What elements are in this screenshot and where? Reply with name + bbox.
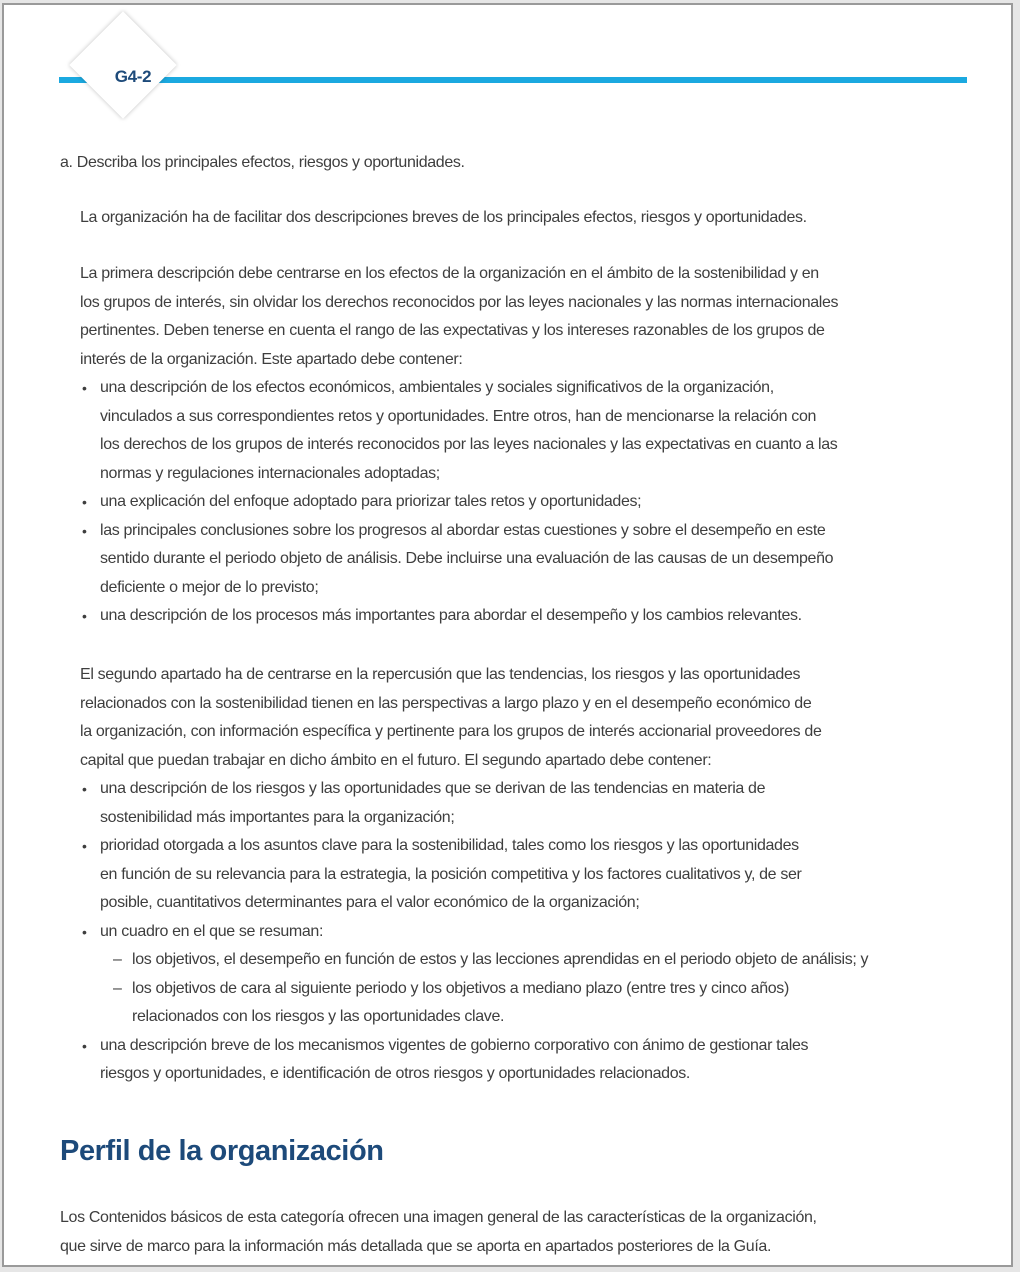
paragraph-line: la organización, con información específica y pertinente para los grupos de interés accionarial proveedores de [80, 723, 822, 740]
bullet-icon: • [82, 608, 87, 624]
list-item [80, 918, 868, 1032]
dash-icon: – [113, 951, 122, 968]
bullet-icon: • [82, 494, 87, 510]
section-intro [60, 1204, 817, 1261]
section-heading: Perfil de la organización [60, 1135, 384, 1167]
dash-icon: – [113, 979, 122, 997]
paragraph-line: El segundo apartado ha de centrarse en la repercusión que las tendencias, los riesgos y las oportunidades [80, 666, 801, 683]
requirement-lead: a. Describa los principales efectos, riesgos y oportunidades. [60, 154, 465, 171]
list-item-line: sentido durante el periodo objeto de análisis. Debe incluirse una evaluación de las causas de un desempeño [100, 550, 834, 567]
list-item-line: una descripción de los efectos económicos, ambientales y sociales significativos de la organización, [100, 379, 774, 396]
bullet-icon: • [82, 838, 87, 854]
indicator-code: G4-2 [114, 67, 152, 86]
list-item-line: en función de su relevancia para la estrategia, la posición competitiva y los factores cualitativos y, de ser [100, 865, 802, 883]
list-item-line: los derechos de los grupos de interés reconocidos por las leyes nacionales y las expectativas en cuanto a las [100, 436, 838, 453]
list-item [80, 488, 838, 517]
list-item [80, 832, 868, 918]
bullet-icon: • [82, 522, 87, 539]
bullet-icon: • [82, 1037, 87, 1054]
list-item-line: una descripción de los procesos más importantes para abordar el desempeño y los cambios relevantes. [100, 607, 802, 624]
list-item [80, 517, 838, 603]
bullet-list [80, 775, 868, 1089]
list-item-line: riesgos y oportunidades, e identificación de otros riesgos y oportunidades relacionados. [100, 1065, 691, 1082]
list-item-line: vinculados a sus correspondientes retos y oportunidades. Entre otros, han de mencionarse la relación con [100, 407, 817, 425]
list-item [80, 602, 838, 631]
list-item-line: deficiente o mejor de lo previsto; [100, 578, 319, 596]
list-item [80, 374, 838, 488]
list-item-line: las principales conclusiones sobre los progresos al abordar estas cuestiones y sobre el desempeño en este [100, 521, 826, 539]
second-description-section [80, 661, 868, 1089]
list-item-line: posible, cuantitativos determinantes para el valor económico de la organización; [100, 894, 640, 911]
bullet-icon: • [82, 380, 87, 396]
paragraph-line: los grupos de interés, sin olvidar los derechos reconocidos por las leyes nacionales y las normas internacionales [80, 293, 839, 311]
list-item-line: un cuadro en el que se resuman: [100, 922, 324, 940]
sub-list [100, 946, 868, 1032]
bullet-icon: • [82, 781, 87, 797]
first-description-section [80, 260, 838, 631]
paragraph-line: que sirve de marco para la información más detallada que se aporta en apartados posteriores de la Guía. [60, 1237, 772, 1255]
paragraph-line: interés de la organización. Este apartado debe contener: [80, 350, 463, 368]
bullet-icon: • [82, 923, 87, 940]
sub-list-item [100, 946, 868, 975]
document-page [2, 3, 1013, 1267]
list-item [80, 1032, 868, 1089]
bullet-list [80, 374, 838, 631]
sub-list-line: los objetivos de cara al siguiente periodo y los objetivos a mediano plazo (entre tres y cinco años) [132, 979, 789, 997]
list-item-line: sostenibilidad más importantes para la organización; [100, 808, 455, 826]
list-item-line: una explicación del enfoque adoptado para priorizar tales retos y oportunidades; [100, 493, 642, 510]
sub-list-item [100, 975, 868, 1032]
intro-paragraph: La organización ha de facilitar dos descripciones breves de los principales efectos, riesgos y oportunidades. [80, 209, 807, 226]
diamond-badge-icon [69, 11, 176, 118]
list-item-line: prioridad otorgada a los asuntos clave para la sostenibilidad, tales como los riesgos y las oportunidades [100, 837, 799, 854]
list-item-line: normas y regulaciones internacionales adoptadas; [100, 464, 440, 482]
section-rule [59, 77, 967, 83]
sub-list-line: los objetivos, el desempeño en función de estos y las lecciones aprendidas en el periodo objeto de análisis; y [132, 951, 869, 968]
list-item-line: una descripción de los riesgos y las oportunidades que se derivan de las tendencias en materia de [100, 780, 766, 797]
paragraph-line: pertinentes. Deben tenerse en cuenta el rango de las expectativas y los intereses razonables de los grupos de [80, 322, 825, 339]
paragraph-line: Los Contenidos básicos de esta categoría ofrecen una imagen general de las características de la organización, [60, 1209, 817, 1226]
list-item [80, 775, 868, 832]
sub-list-line: relacionados con los riesgos y las oportunidades clave. [132, 1008, 505, 1025]
paragraph-line: capital que puedan trabajar en dicho ámbito en el futuro. El segundo apartado debe contener: [80, 751, 712, 769]
list-item-line: una descripción breve de los mecanismos vigentes de gobierno corporativo con ánimo de gestionar tales [100, 1036, 809, 1054]
paragraph-line: relacionados con la sostenibilidad tienen en las perspectivas a largo plazo y en el desempeño económico de [80, 694, 812, 712]
paragraph-line: La primera descripción debe centrarse en los efectos de la organización en el ámbito de la sostenibilidad y en [80, 265, 819, 282]
